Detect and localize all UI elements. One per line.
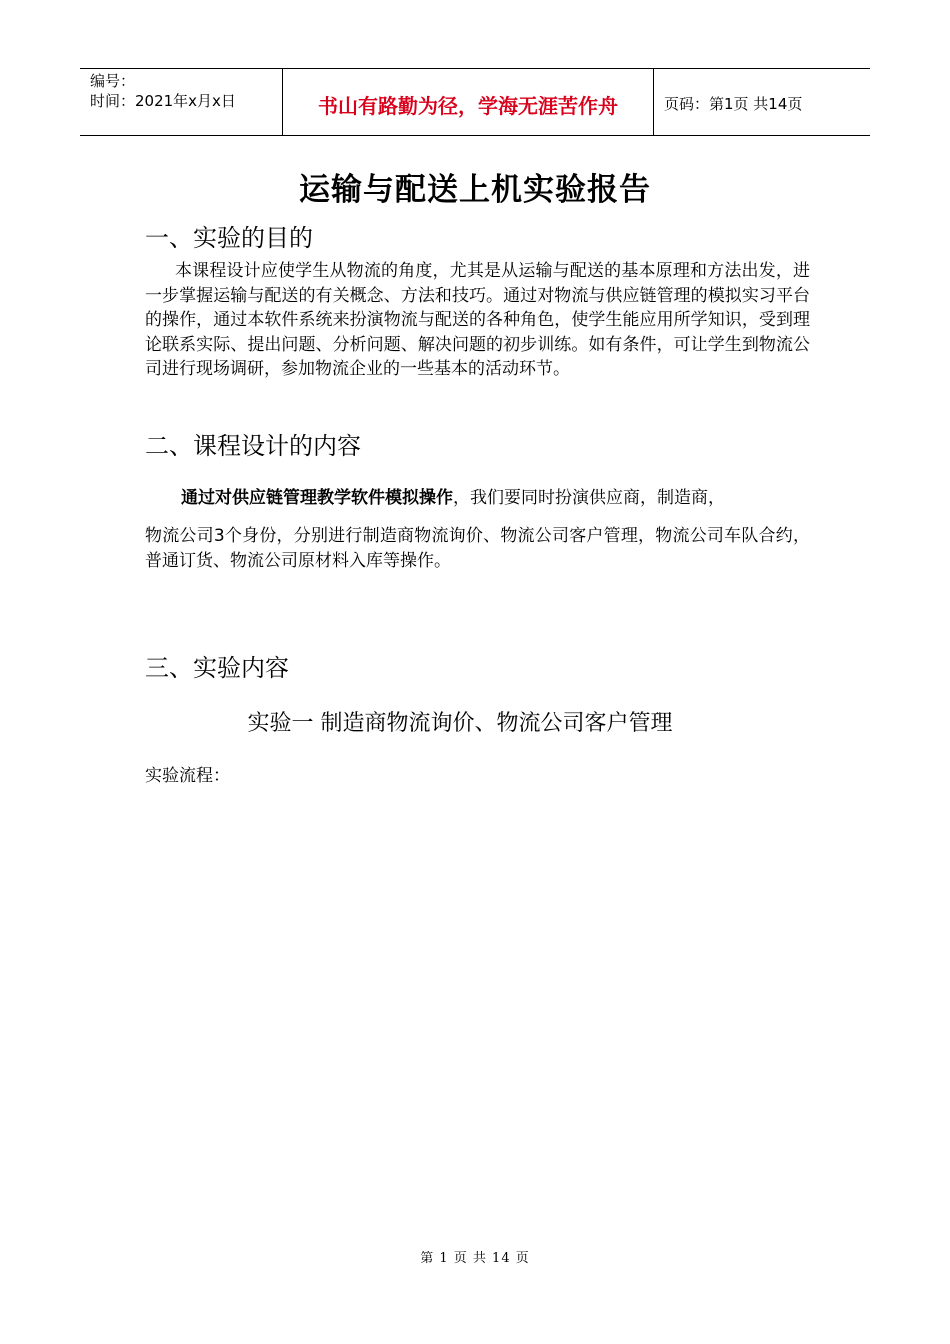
section2-line1-rest: ，我们要同时扮演供应商，制造商， — [453, 488, 725, 508]
time-label: 时间：2021年x月x日 — [90, 92, 236, 110]
section1-body: 本课程设计应使学生从物流的角度，尤其是从运输与配送的基本原理和方法出发，进一步掌握运输与配送的有关概念、方法和技巧。通过对物流与供应链管理的模拟实习平台的操作，通过本软件系统来扮演物流与配送的各种角色，使学生能应用所学知识，受到理论联系实际、提出问题、分析问题、解决问题的初步训练。如有条件，可让学生到物流公司进行现场调研，参加物流企业的一些基本的活动环节。 — [145, 261, 810, 379]
experiment-title: 实验一 制造商物流询价、物流公司客户管理 — [247, 711, 673, 736]
section2-heading: 二、课程设计的内容 — [145, 432, 361, 460]
section1-heading: 一、实验的目的 — [145, 224, 313, 252]
flow-label: 实验流程： — [145, 766, 230, 786]
number-label: 编号： — [90, 72, 136, 90]
section2-bold-text: 通过对供应链管理教学软件模拟操作 — [181, 488, 453, 508]
header-meta-cell — [80, 69, 282, 135]
section2-first-line — [145, 486, 810, 511]
header-motto: 书山有路勤为径，学海无涯苦作舟 — [282, 69, 654, 135]
page-footer: 第 1 页 共 14 页 — [420, 1251, 530, 1266]
header-table — [80, 68, 870, 136]
section3-heading: 三、实验内容 — [145, 654, 289, 682]
section2-body: 物流公司3个身份，分别进行制造商物流询价、物流公司客户管理，物流公司车队合约，普通订货、物流公司原材料入库等操作。 — [145, 526, 810, 571]
document-title: 运输与配送上机实验报告 — [299, 172, 651, 208]
header-page-info: 页码：第1页 共14页 — [664, 94, 803, 113]
